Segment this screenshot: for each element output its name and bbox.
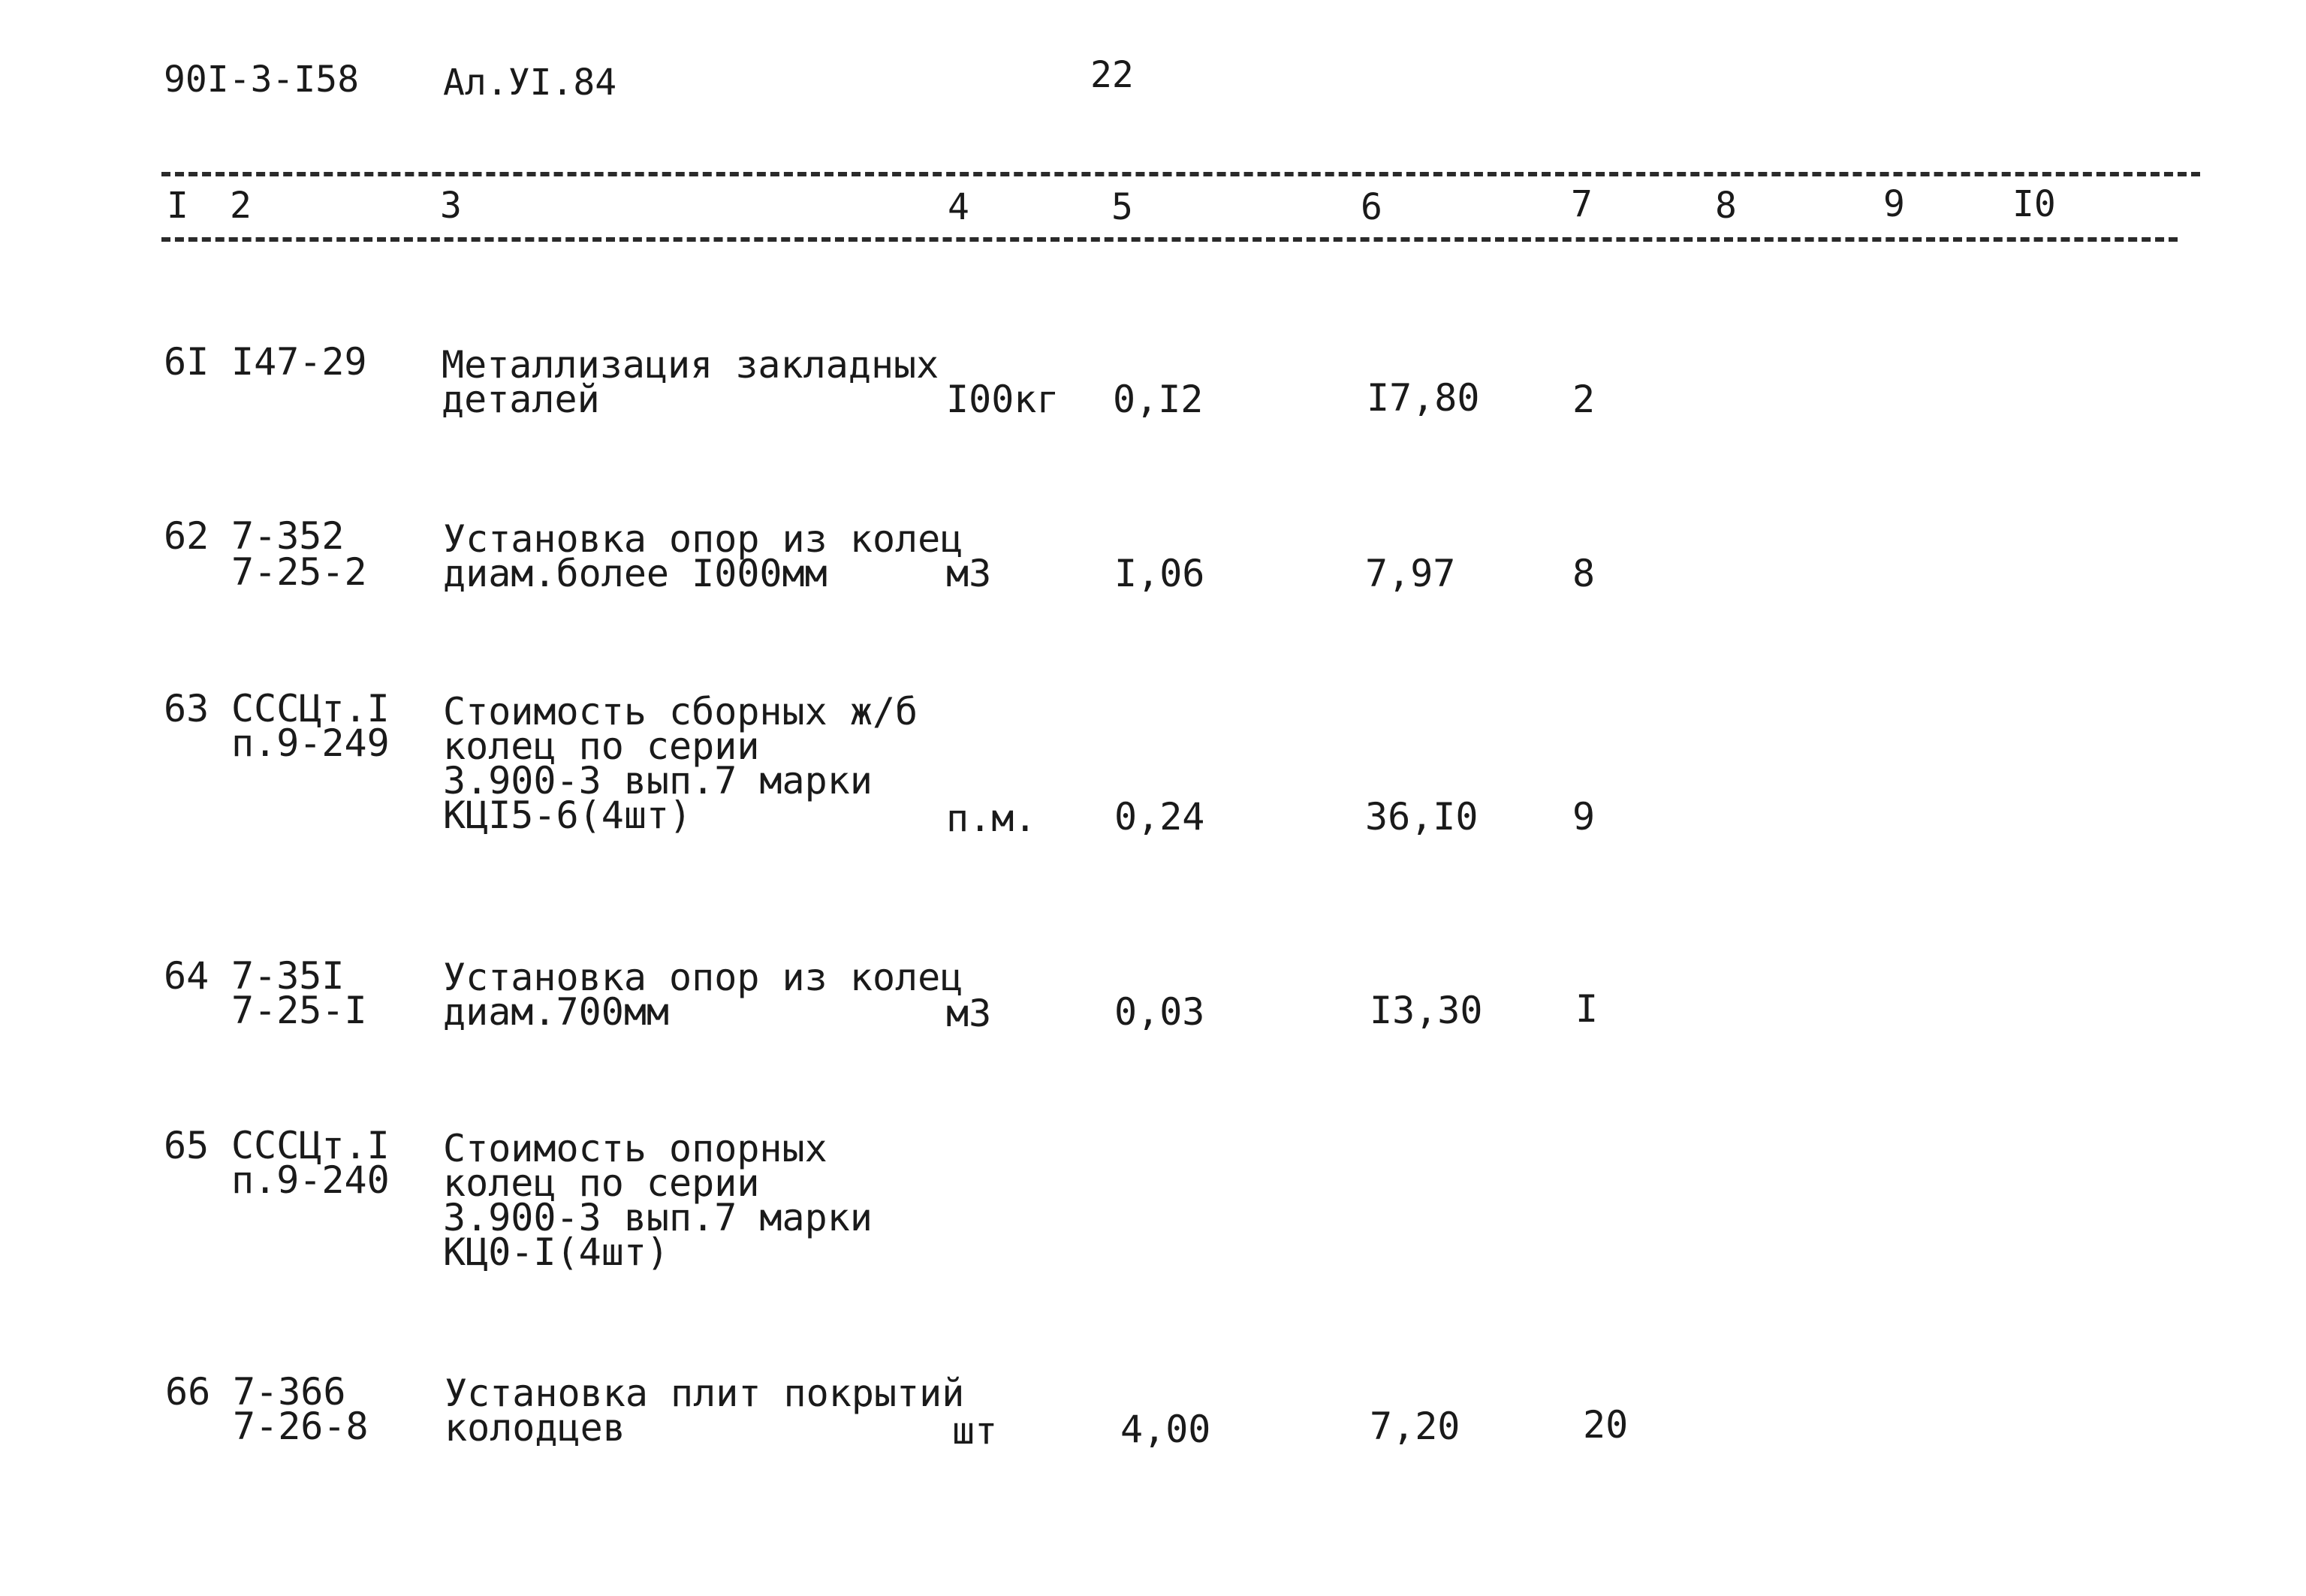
row-code-line-1: 7-35I xyxy=(231,954,345,998)
row-number: 62 xyxy=(164,514,209,558)
row-code-line-2: 7-26-8 xyxy=(233,1405,369,1448)
column-header-5: 5 xyxy=(1111,186,1133,228)
row-col7-value: 8 xyxy=(1572,552,1596,595)
row-description-line-1: Установка опор из колец xyxy=(443,956,963,999)
row-unit: м3 xyxy=(946,552,992,595)
row-number: 6I xyxy=(164,340,209,384)
row-description-line-2: колодцев xyxy=(445,1406,625,1450)
table-header-rule xyxy=(161,237,2178,242)
row-number: 65 xyxy=(164,1124,209,1167)
row-code-line-1: 7-366 xyxy=(233,1370,346,1414)
row-unit: шт xyxy=(952,1409,998,1453)
row-code-line-1: СССЦт.I xyxy=(231,1124,390,1167)
row-number: 64 xyxy=(164,954,209,998)
table-top-rule xyxy=(161,172,2200,176)
column-header-6: 6 xyxy=(1361,186,1382,228)
row-description-line-4: КЦI5-6(4шт) xyxy=(443,793,692,837)
row-description-line-2: диам.700мм xyxy=(443,990,670,1034)
row-code-line-2: п.9-240 xyxy=(231,1158,390,1202)
row-col7-value: 2 xyxy=(1572,378,1596,421)
row-description-line-2: колец по серии xyxy=(443,724,760,768)
row-col7-value: I xyxy=(1575,987,1599,1031)
album-code: Ал.УI.84 xyxy=(443,62,617,104)
column-header-9: 9 xyxy=(1883,183,1905,225)
page-number: 22 xyxy=(1090,54,1134,96)
row-description-line-1: Установка плит покрытий xyxy=(445,1372,965,1415)
row-number: 63 xyxy=(164,687,209,730)
row-description-line-2: диам.более I000мм xyxy=(443,552,827,595)
row-quantity: 0,I2 xyxy=(1113,378,1204,421)
row-description-line-4: КЦ0-I(4шт) xyxy=(443,1230,670,1274)
row-price: I7,80 xyxy=(1367,376,1480,420)
row-unit: м3 xyxy=(946,992,992,1035)
column-header-4: 4 xyxy=(948,186,969,228)
row-code-line-1: I47-29 xyxy=(231,340,367,384)
row-code-line-2: 7-25-I xyxy=(231,989,367,1032)
row-description-line-1: Металлизация закладных xyxy=(442,343,939,387)
row-description-line-3: 3.900-3 вып.7 марки xyxy=(443,1196,873,1239)
row-unit: п.м. xyxy=(946,796,1037,840)
row-price: I3,30 xyxy=(1370,989,1483,1032)
row-description-line-3: 3.900-3 вып.7 марки xyxy=(443,759,873,803)
row-price: 7,97 xyxy=(1365,552,1456,595)
row-description-line-1: Стоимость опорных xyxy=(443,1127,827,1170)
row-quantity: 0,03 xyxy=(1114,990,1205,1034)
row-price: 7,20 xyxy=(1370,1405,1460,1448)
row-description-line-1: Стоимость сборных ж/б xyxy=(443,690,918,733)
document-code: 90I-3-I58 xyxy=(164,59,360,101)
row-description-line-2: колец по серии xyxy=(443,1161,760,1205)
row-col7-value: 9 xyxy=(1572,795,1596,839)
column-header-8: 8 xyxy=(1715,185,1737,227)
row-code-line-1: 7-352 xyxy=(231,514,345,558)
row-code-line-2: 7-25-2 xyxy=(231,550,367,594)
row-unit: I00кг xyxy=(946,378,1060,421)
row-price: 36,I0 xyxy=(1365,795,1479,839)
row-description-line-2: деталей xyxy=(442,378,600,421)
column-header-2: 2 xyxy=(230,185,252,227)
row-code-line-1: СССЦт.I xyxy=(231,687,390,730)
row-number: 66 xyxy=(165,1370,211,1414)
row-col7-value: 20 xyxy=(1583,1403,1629,1447)
row-quantity: 0,24 xyxy=(1114,795,1205,839)
row-quantity: 4,00 xyxy=(1120,1408,1211,1451)
row-description-line-1: Установка опор из колец xyxy=(443,517,963,561)
column-header-7: 7 xyxy=(1571,183,1593,225)
row-quantity: I,06 xyxy=(1114,552,1205,595)
column-header-1: I xyxy=(167,185,188,227)
column-header-3: 3 xyxy=(440,185,462,227)
row-code-line-2: п.9-249 xyxy=(231,721,390,765)
column-header-10: I0 xyxy=(2012,183,2056,225)
